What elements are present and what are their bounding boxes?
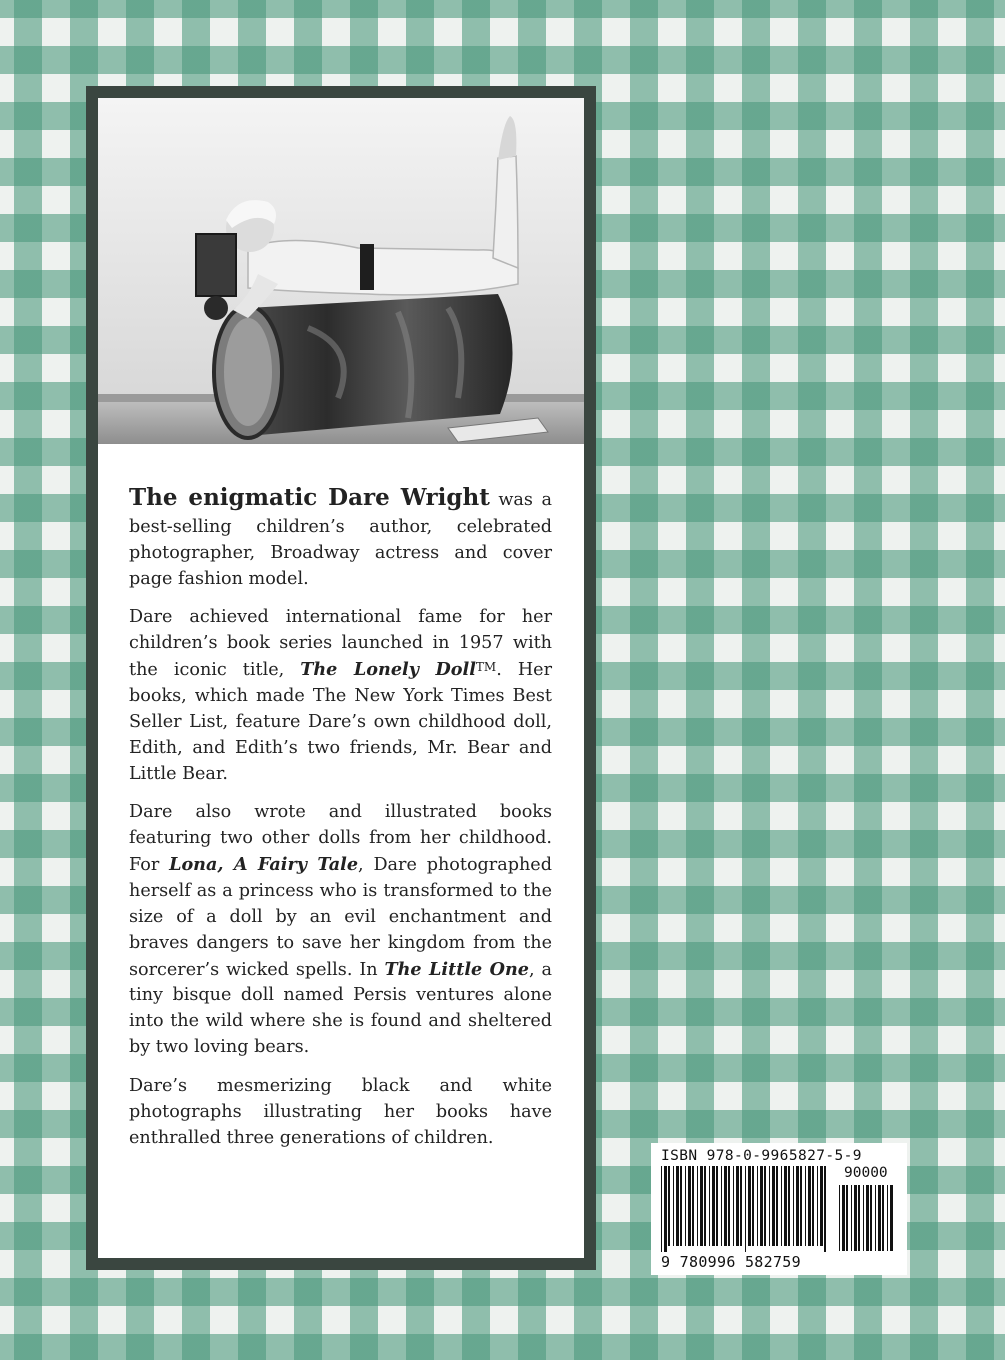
barcode-digits: 9 780996 582759: [661, 1253, 801, 1271]
bio-p1-text: was a best-selling children’s author, celebrated photographer, Broadway actress and cover page fashion model.: [129, 490, 552, 589]
author-panel: [98, 98, 584, 1258]
bio-paragraph-2: [129, 605, 552, 787]
book-title-little-one: The Little One: [384, 958, 529, 980]
bio-paragraph-3: [129, 800, 552, 1061]
book-title-lona: Lona, A Fairy Tale: [169, 854, 359, 876]
bio-p3-text-c: , a tiny bisque doll named Persis ventures alone into the wild where she is found and sheltered by two loving bears.: [129, 959, 552, 1058]
bio-p3-text-a: Dare also wrote and illustrated books featuring two other dolls from her childhood. For: [129, 802, 552, 876]
bio-p3-text-b: , Dare photographed herself as a princess who is transformed to the size of a doll by an evil enchantment and braves dangers to save her kingdom from the sorcerer’s wicked spells. In: [129, 855, 552, 980]
isbn-barcode: [651, 1143, 907, 1275]
bio-paragraph-1: [129, 481, 552, 592]
bio-p2-text-a: Dare achieved international fame for her children’s book series launched in 1957 with the iconic title,: [129, 607, 552, 681]
barcode-addon-bars: [839, 1185, 897, 1251]
price-code: 90000: [844, 1165, 888, 1181]
trademark-mark: TM: [475, 660, 497, 675]
book-title-lonely-doll: The Lonely Doll: [300, 659, 476, 681]
author-photo: [98, 98, 584, 444]
barcode-bars: [661, 1166, 831, 1252]
bio-paragraph-4: Dare’s mesmerizing black and white photographs illustrating her books have enthralled three generations of children.: [129, 1075, 552, 1148]
isbn-number: ISBN 978-0-9965827-5-9: [661, 1148, 862, 1164]
bio-text: [129, 481, 552, 1165]
bio-p2-text-b: . Her books, which made The New York Times Best Seller List, feature Dare’s own childhood doll, Edith, and Edith’s two friends, Mr. Bear and Little Bear.: [129, 660, 553, 784]
author-name-lead: The enigmatic Dare Wright: [129, 484, 490, 511]
